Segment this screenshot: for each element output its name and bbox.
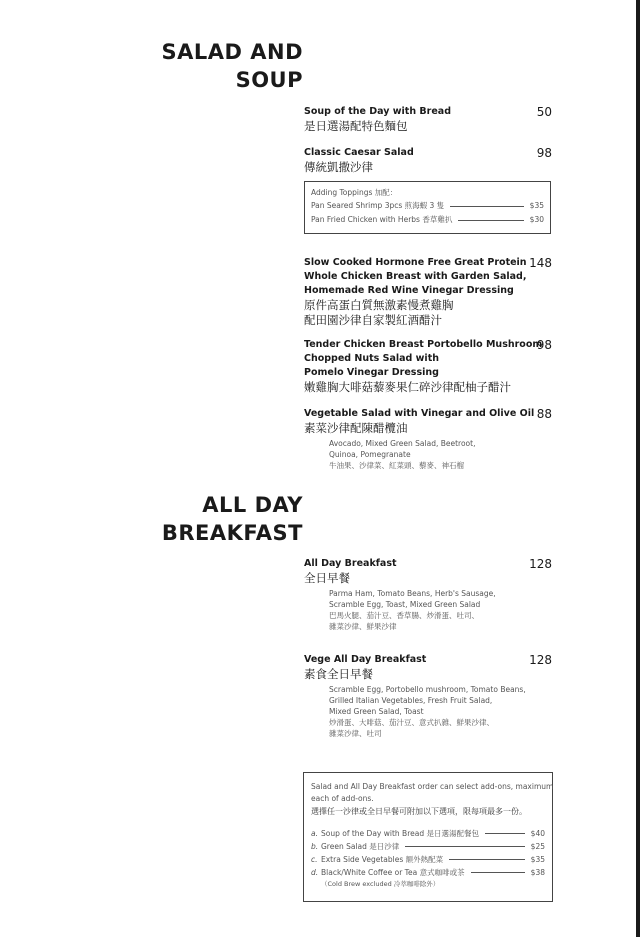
addons-box [303,772,553,902]
description-line: Avocado, Mixed Green Salad, Beetroot, [329,439,476,448]
addons-note: （Cold Brew excluded 冷萃咖啡除外） [321,880,440,888]
item-name-zh: 嫩雞胸大啡菇藜麥果仁碎沙律配柚子醋汁 [304,380,511,394]
topping-row [311,199,544,213]
addon-letter: b. [311,842,319,851]
menu-item [304,407,552,471]
item-description [329,684,552,739]
addons-intro-zh: 選擇任一沙律或全日早餐可附加以下選項，限每項最多一份。 [311,807,527,816]
description-line: Mixed Green Salad, Toast [329,707,424,716]
item-name-en: Slow Cooked Hormone Free Great Protein [304,257,527,268]
item-price: 128 [529,557,552,571]
addon-row [311,827,545,840]
topping-label: Pan Seared Shrimp 3pcs 煎海蝦 3 隻 [311,201,445,210]
item-name-en: Soup of the Day with Bread [304,106,451,117]
description-line: 雜菜沙律、鮮果沙律 [329,622,397,631]
section-title-line: BREAKFAST [161,521,303,545]
description-line: Grilled Italian Vegetables, Fresh Fruit Salad, [329,696,493,705]
description-line: Parma Ham, Tomato Beans, Herb's Sausage, [329,589,496,598]
section-title-line: SALAD AND [161,40,303,64]
item-name-zh: 是日選湯配特色麵包 [304,119,408,133]
item-name-en: Pomelo Vinegar Dressing [304,367,439,378]
addon-letter: a. [311,829,318,838]
item-name-en: All Day Breakfast [304,558,397,569]
addon-price: $35 [530,855,545,864]
item-price: 98 [536,146,552,160]
item-name-zh: 素食全日早餐 [304,667,373,681]
item-name-zh: 配田園沙律自家製紅酒醋汁 [304,313,442,327]
item-price: 98 [536,338,552,352]
leader-line [450,206,523,207]
addon-price: $25 [530,842,545,851]
addon-row [311,866,545,879]
addons-intro-line: Salad and All Day Breakfast order can select add-ons, maximum [311,782,554,791]
item-name-zh: 原件高蛋白質無激素慢煮雞胸 [304,298,454,312]
item-price: 148 [529,256,552,270]
addon-label: Extra Side Vegetables 額外熱配菜 [321,855,444,864]
item-name-en: Tender Chicken Breast Portobello Mushroom [304,339,543,350]
description-line: Quinoa, Pomegranate [329,450,411,459]
item-name-zh: 素菜沙律配陳醋欖油 [304,421,408,435]
section-title-line: SOUP [235,68,303,92]
item-price: 88 [536,407,552,421]
item-name-zh: 傳統凱撒沙律 [304,160,373,174]
topping-price: $35 [529,201,544,210]
item-name-zh: 全日早餐 [304,571,350,585]
addon-price: $40 [530,829,545,838]
description-line: 雜菜沙律、吐司 [329,729,382,738]
menu-item [304,557,552,632]
section-title-line: ALL DAY [202,493,303,517]
addon-label: Green Salad 是日沙律 [321,842,400,851]
leader-line [471,872,525,873]
toppings-box [304,181,551,234]
item-name-en: Whole Chicken Breast with Garden Salad, [304,271,527,282]
addon-label: Soup of the Day with Bread 是日選湯配餐包 [321,829,479,838]
description-line: 炒滑蛋、大啡菇、茄汁豆、意式扒雜、鮮果沙律、 [329,718,494,727]
menu-item [304,146,552,175]
toppings-heading: Adding Toppings 加配： [311,188,398,197]
addon-letter: c. [311,855,318,864]
item-price: 128 [529,653,552,667]
leader-line [458,220,523,221]
topping-row [311,213,544,227]
leader-line [449,859,525,860]
addon-row [311,853,545,866]
menu-item [304,653,552,739]
item-name-en: Chopped Nuts Salad with [304,353,439,364]
addon-label: Black/White Coffee or Tea 意式咖啡或茶 [321,868,465,877]
section-title-salad-soup [161,38,303,94]
leader-line [405,846,524,847]
menu-item [304,105,552,134]
addon-letter: d. [311,868,319,877]
leader-line [485,833,525,834]
page-edge-bar [636,0,640,937]
description-line: 巴馬火腿、茄汁豆、香草腸、炒滑蛋、吐司、 [329,611,479,620]
item-description [329,438,552,471]
item-name-en: Homemade Red Wine Vinegar Dressing [304,285,514,296]
item-price: 50 [536,105,552,119]
addon-price: $38 [530,868,545,877]
item-name-en: Vegetable Salad with Vinegar and Olive Oil [304,408,535,419]
description-line: Scramble Egg, Portobello mushroom, Tomato Beans, [329,685,526,694]
topping-label: Pan Fried Chicken with Herbs 香草雞扒 [311,215,453,224]
addons-intro-line: each of add-ons. [311,794,374,803]
description-line: Scramble Egg, Toast, Mixed Green Salad [329,600,481,609]
description-line: 牛油果、沙律菜、紅菜頭、藜麥、神石榴 [329,461,464,470]
menu-item [304,256,552,328]
menu-item [304,338,552,395]
topping-price: $30 [529,215,544,224]
item-description [329,588,552,632]
addon-row [311,840,545,853]
section-title-all-day-breakfast [162,491,303,547]
item-name-en: Vege All Day Breakfast [304,654,427,665]
item-name-en: Classic Caesar Salad [304,147,414,158]
